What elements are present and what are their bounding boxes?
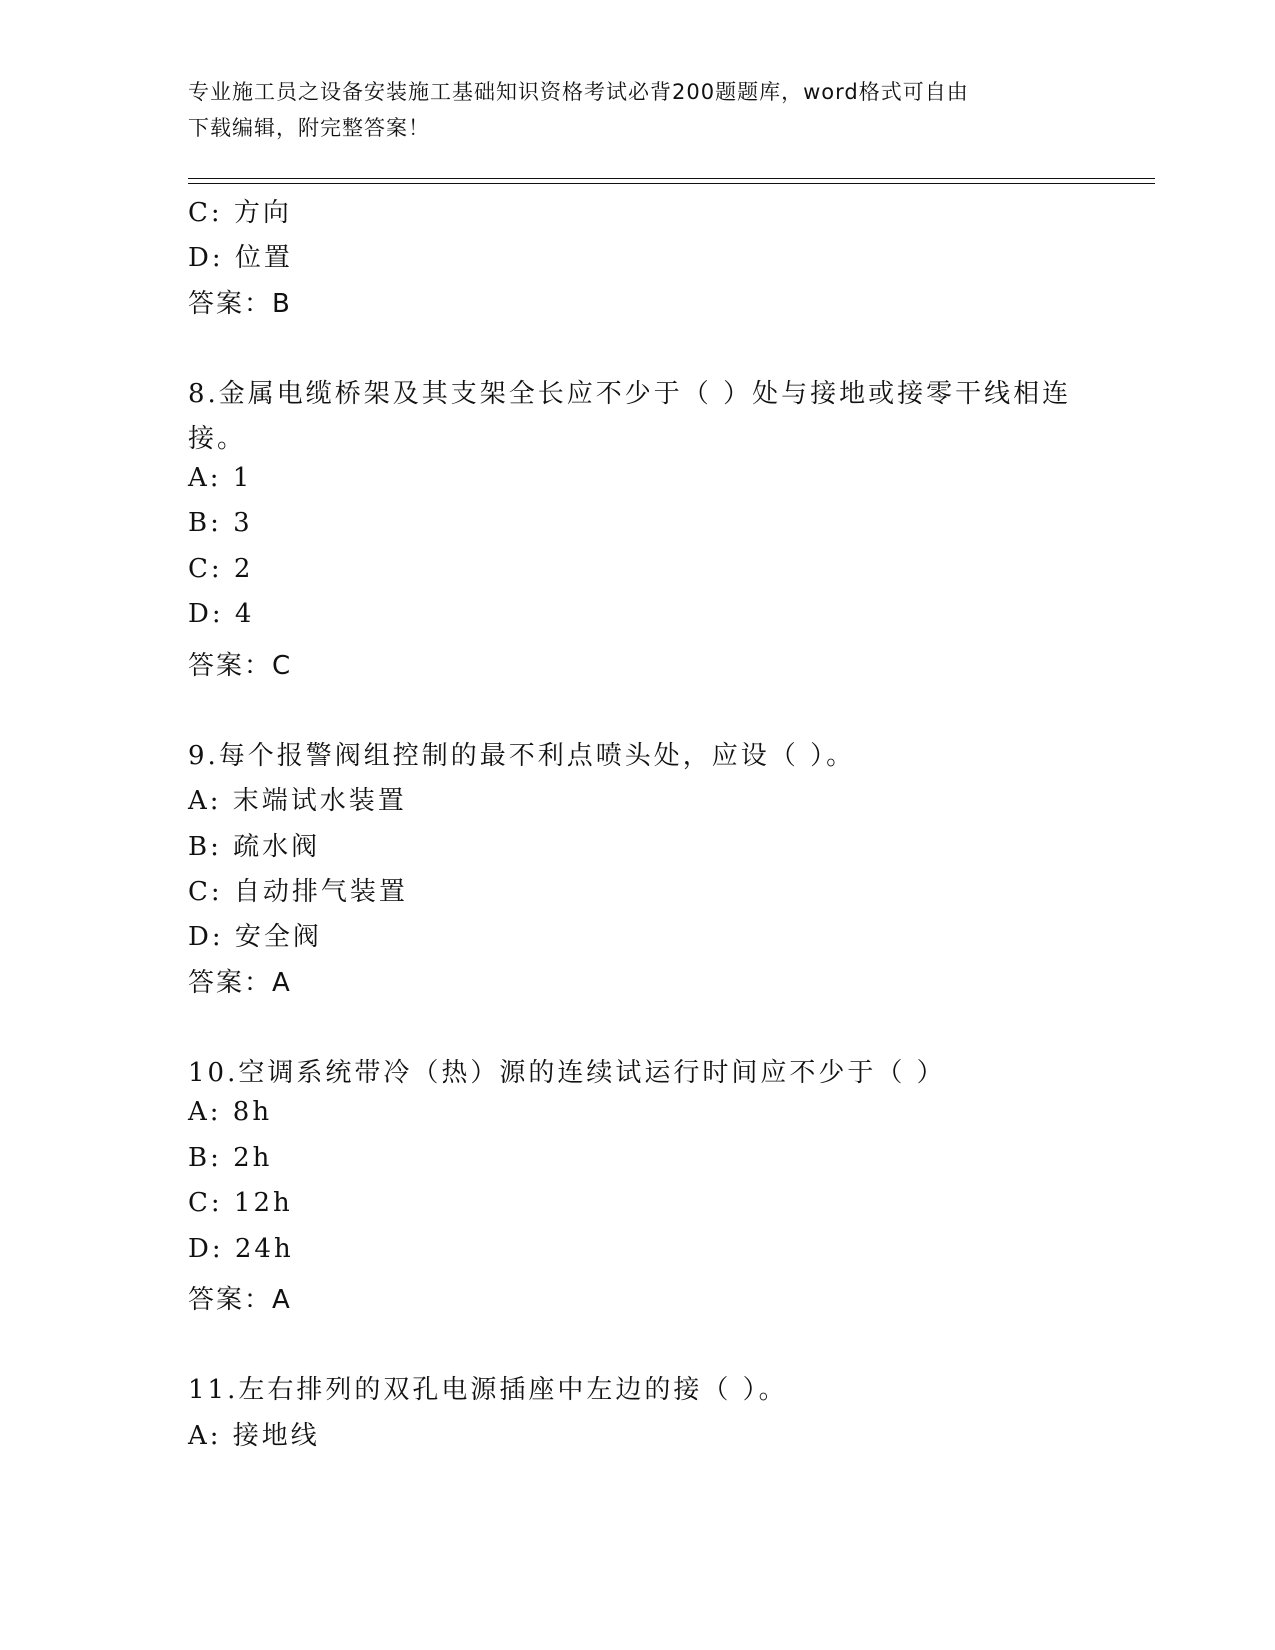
header-line-1: 专业施工员之设备安装施工基础知识资格考试必背200题题库，word格式可自由	[188, 80, 969, 104]
q10-answer: 答案：A	[188, 1285, 292, 1315]
q10-option-a: A: 8h	[188, 1097, 273, 1127]
q7-option-c: C: 方向	[188, 198, 292, 228]
q8-option-a: A: 1	[188, 463, 253, 493]
header-divider-bottom	[188, 183, 1155, 184]
q11-option-a: A: 接地线	[188, 1421, 320, 1451]
q8-stem-line-2: 接。	[188, 424, 247, 454]
q8-stem-line-1: 8.金属电缆桥架及其支架全长应不少于（ ）处与接地或接零干线相连	[188, 379, 1072, 409]
q8-option-c: C: 2	[188, 554, 254, 584]
q10-stem: 10.空调系统带冷（热）源的连续试运行时间应不少于（ ）	[188, 1058, 946, 1088]
q9-answer: 答案：A	[188, 968, 292, 998]
q8-option-b: B: 3	[188, 508, 253, 538]
q8-option-d: D: 4	[188, 599, 255, 629]
q8-answer: 答案：C	[188, 651, 293, 681]
q10-option-b: B: 2h	[188, 1143, 273, 1173]
q9-option-b: B: 疏水阀	[188, 832, 321, 862]
header-line-2: 下载编辑，附完整答案！	[188, 116, 430, 140]
q10-option-c: C: 12h	[188, 1188, 293, 1218]
document-header	[188, 74, 1088, 146]
q9-option-d: D: 安全阀	[188, 922, 322, 952]
q7-option-d: D: 位置	[188, 243, 293, 273]
header-divider-top	[188, 178, 1155, 179]
q9-option-c: C: 自动排气装置	[188, 877, 408, 907]
q9-option-a: A: 末端试水装置	[188, 786, 407, 816]
q7-answer: 答案：B	[188, 289, 292, 319]
q11-stem: 11.左右排列的双孔电源插座中左边的接（ ）。	[188, 1375, 788, 1405]
q9-stem: 9.每个报警阀组控制的最不利点喷头处，应设（ ）。	[188, 741, 856, 771]
q10-option-d: D: 24h	[188, 1234, 294, 1264]
